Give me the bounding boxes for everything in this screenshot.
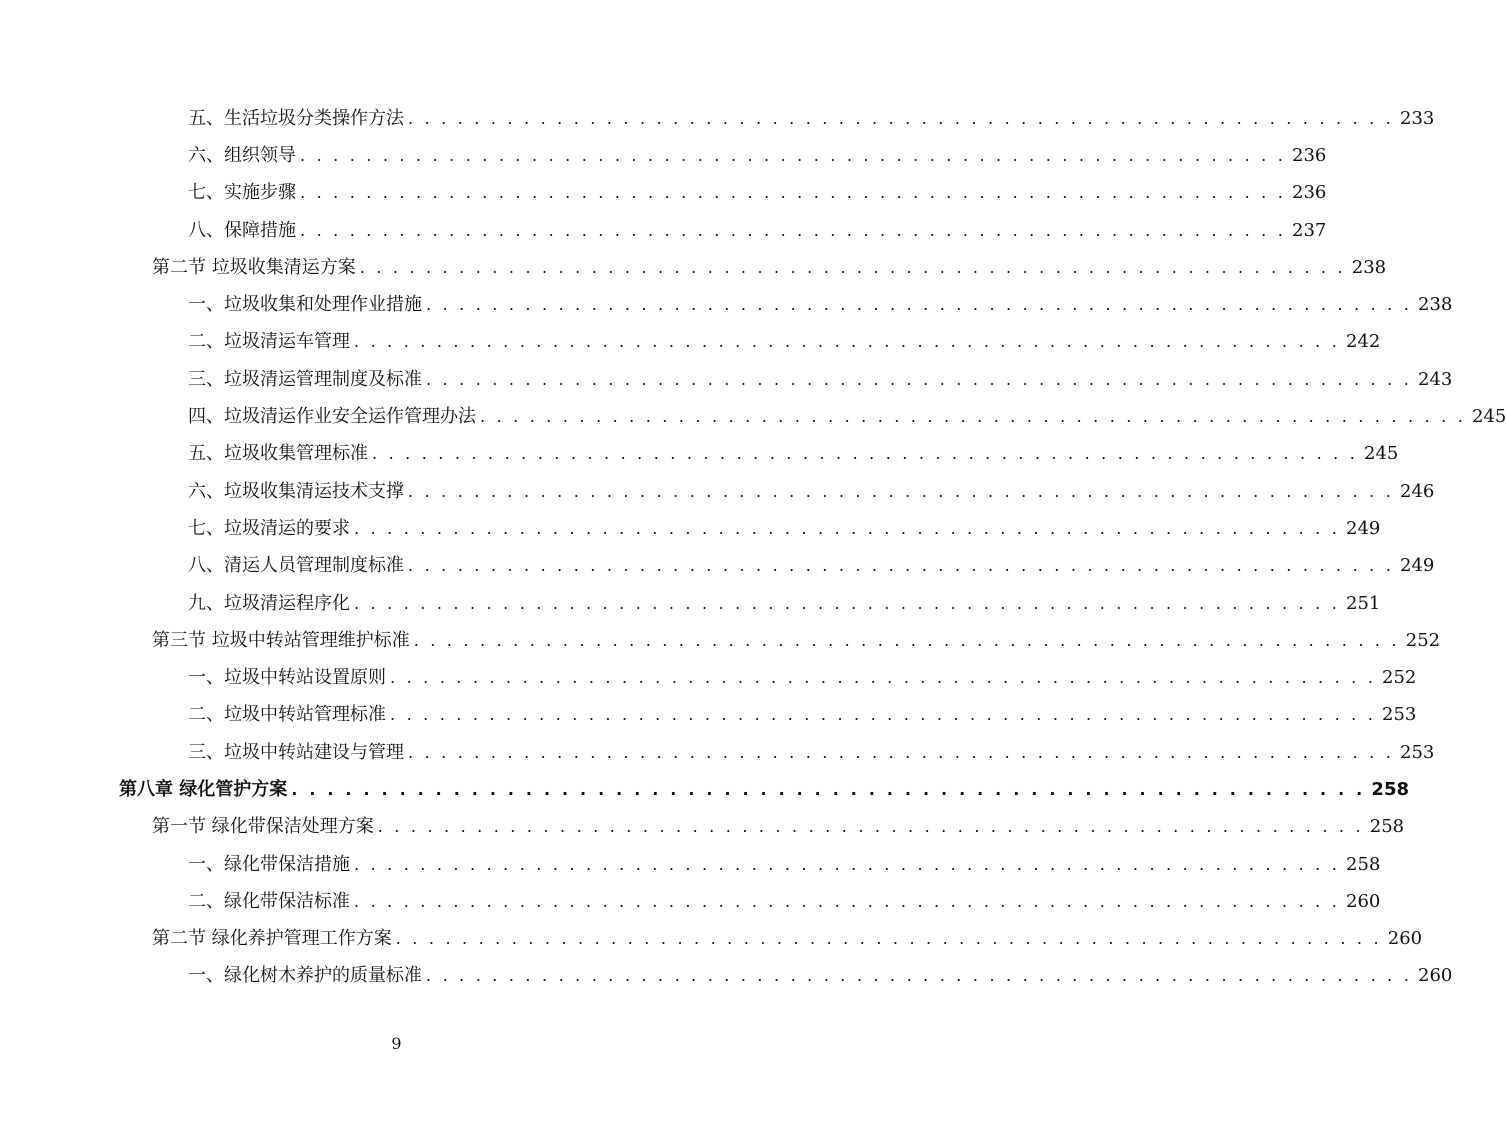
toc-entry-label: 一、绿化树木养护的质量标准 (188, 965, 422, 987)
page-number: 9 (391, 1034, 402, 1053)
dot-leader: . . . . . . . . . . . . . . . . . . . . . . . . . . . . . . . . . . . . . . . . . . . . . . . . . . . . . . . . . . . . (426, 369, 1413, 389)
toc-entry-section[interactable] (0, 809, 1405, 846)
toc-entry-page: 252 (1405, 629, 1441, 651)
toc-entry-item[interactable] (0, 100, 1435, 137)
dot-leader: . . . . . . . . . . . . . . . . . . . . . . . . . . . . . . . . . . . . . . . . . . . . . . . . . . . . . . . . . . . . (413, 630, 1400, 650)
dot-leader: . . . . . . . . . . . . . . . . . . . . . . . . . . . . . . . . . . . . . . . . . . . . . . . . . . . . . . . . . . . . (408, 108, 1395, 128)
dot-leader: . . . . . . . . . . . . . . . . . . . . . . . . . . . . . . . . . . . . . . . . . . . . . . . . . . . . . . . . . . . . (377, 817, 1364, 837)
toc-entry-page: 242 (1346, 331, 1381, 353)
toc-entry-label: 一、垃圾中转站设置原则 (188, 667, 386, 689)
toc-entry-item[interactable] (0, 398, 1506, 435)
toc-entry-item[interactable] (0, 659, 1417, 696)
dot-leader: . . . . . . . . . . . . . . . . . . . . . . . . . . . . . . . . . . . . . . . . . . . . . . . . . . . . . . . . . . . . (354, 332, 1341, 352)
toc-entry-item[interactable] (0, 137, 1327, 174)
toc-entry-page: 260 (1346, 890, 1381, 912)
toc-entry-label: 三、垃圾中转站建设与管理 (188, 741, 404, 763)
toc-entry-section[interactable] (0, 921, 1423, 958)
toc-entry-item[interactable] (0, 324, 1381, 361)
dot-leader: . . . . . . . . . . . . . . . . . . . . . . . . . . . . . . . . . . . . . . . . . . . . . . . . . . . . . . . . . . . . (300, 183, 1287, 203)
dot-leader: . . . . . . . . . . . . . . . . . . . . . . . . . . . . . . . . . . . . . . . . . . . . . . . . . . . . . . . . . . . . (426, 295, 1413, 315)
toc-entry-label: 一、垃圾收集和处理作业措施 (188, 294, 422, 316)
toc-entry-page: 258 (1371, 778, 1409, 800)
dot-leader: . . . . . . . . . . . . . . . . . . . . . . . . . . . . . . . . . . . . . . . . . . . . . . . . . . . . . . . . . . . . (372, 444, 1359, 464)
toc-entry-page: 236 (1292, 182, 1327, 204)
toc-entry-page: 243 (1418, 368, 1453, 390)
dot-leader: . . . . . . . . . . . . . . . . . . . . . . . . . . . . . . . . . . . . . . . . . . . . . . . . . . . . . . . . . . . . (354, 854, 1341, 874)
toc-entry-label: 八、保障措施 (188, 219, 296, 241)
dot-leader: . . . . . . . . . . . . . . . . . . . . . . . . . . . . . . . . . . . . . . . . . . . . . . . . . . . . . . . . . . . . (354, 891, 1341, 911)
toc-entry-item[interactable] (0, 436, 1399, 473)
table-of-contents (0, 100, 1506, 995)
dot-leader: . . . . . . . . . . . . . . . . . . . . . . . . . . . . . . . . . . . . . . . . . . . . . . . . . . . . . . . . . . . . (408, 556, 1395, 576)
toc-entry-label: 六、垃圾收集清运技术支撑 (188, 480, 404, 502)
toc-entry-page: 245 (1364, 443, 1399, 465)
dot-leader: . . . . . . . . . . . . . . . . . . . . . . . . . . . . . . . . . . . . . . . . . . . . . . . . . . . . . . . . . . . . (359, 257, 1346, 277)
toc-entry-page: 249 (1400, 555, 1435, 577)
toc-entry-item[interactable] (0, 548, 1435, 585)
toc-entry-label: 九、垃圾清运程序化 (188, 592, 350, 614)
toc-entry-page: 252 (1382, 667, 1417, 689)
dot-leader: . . . . . . . . . . . . . . . . . . . . . . . . . . . . . . . . . . . . . . . . . . . . . . . . . . . . . . . . . . . . (390, 668, 1377, 688)
toc-entry-label: 第三节 垃圾中转站管理维护标准 (152, 629, 410, 651)
dot-leader: . . . . . . . . . . . . . . . . . . . . . . . . . . . . . . . . . . . . . . . . . . . . . . . . . . . . . . . . . . . . (354, 593, 1341, 613)
toc-entry-item[interactable] (0, 883, 1381, 920)
toc-entry-label: 七、垃圾清运的要求 (188, 517, 350, 539)
toc-entry-label: 第一节 绿化带保洁处理方案 (152, 816, 374, 838)
dot-leader: . . . . . . . . . . . . . . . . . . . . . . . . . . . . . . . . . . . . . . . . . . . . . . . . . . . . . . . . . . . . (480, 407, 1467, 427)
dot-leader: . . . . . . . . . . . . . . . . . . . . . . . . . . . . . . . . . . . . . . . . . . . . . . . . . . . . . . . . . . . . (395, 929, 1382, 949)
dot-leader: . . . . . . . . . . . . . . . . . . . . . . . . . . . . . . . . . . . . . . . . . . . . . . . . . . . . . . . . . . . . (408, 481, 1395, 501)
toc-entry-page: 238 (1418, 294, 1453, 316)
toc-entry-item[interactable] (0, 734, 1435, 771)
dot-leader: . . . . . . . . . . . . . . . . . . . . . . . . . . . . . . . . . . . . . . . . . . . . . . . . . . . . . . . . . . . . (390, 705, 1377, 725)
toc-entry-label: 三、垃圾清运管理制度及标准 (188, 368, 422, 390)
toc-entry-label: 二、绿化带保洁标准 (188, 890, 350, 912)
toc-entry-page: 253 (1382, 704, 1417, 726)
toc-entry-page: 258 (1369, 816, 1405, 838)
toc-entry-page: 238 (1351, 256, 1387, 278)
toc-entry-item[interactable] (0, 212, 1327, 249)
toc-entry-item[interactable] (0, 286, 1453, 323)
toc-entry-section[interactable] (0, 622, 1441, 659)
dot-leader: . . . . . . . . . . . . . . . . . . . . . . . . . . . . . . . . . . . . . . . . . . . . . . . . . . . . . . . . . . . . (300, 145, 1287, 165)
toc-entry-section[interactable] (0, 249, 1387, 286)
toc-entry-item[interactable] (0, 846, 1381, 883)
toc-entry-label: 五、生活垃圾分类操作方法 (188, 107, 404, 129)
toc-entry-item[interactable] (0, 361, 1453, 398)
toc-entry-label: 一、绿化带保洁措施 (188, 853, 350, 875)
toc-entry-page: 246 (1400, 480, 1435, 502)
toc-entry-item[interactable] (0, 697, 1417, 734)
toc-entry-page: 236 (1292, 144, 1327, 166)
toc-entry-label: 六、组织领导 (188, 144, 296, 166)
toc-entry-item[interactable] (0, 510, 1381, 547)
toc-entry-chapter[interactable] (0, 771, 1409, 808)
dot-leader: . . . . . . . . . . . . . . . . . . . . . . . . . . . . . . . . . . . . . . . . . . . . . . . . . . . . . . . . . . . . (408, 742, 1395, 762)
dot-leader: . . . . . . . . . . . . . . . . . . . . . . . . . . . . . . . . . . . . . . . . . . . . . . . . . . . . . . . . . . . . (291, 779, 1366, 799)
toc-entry-page: 245 (1472, 406, 1506, 428)
toc-entry-page: 249 (1346, 517, 1381, 539)
toc-entry-label: 七、实施步骤 (188, 182, 296, 204)
toc-entry-page: 260 (1387, 928, 1423, 950)
toc-entry-label: 第二节 绿化养护管理工作方案 (152, 928, 392, 950)
toc-entry-page: 253 (1400, 741, 1435, 763)
toc-entry-label: 二、垃圾清运车管理 (188, 331, 350, 353)
toc-entry-page: 251 (1346, 592, 1381, 614)
toc-entry-item[interactable] (0, 585, 1381, 622)
toc-entry-item[interactable] (0, 175, 1327, 212)
toc-entry-label: 二、垃圾中转站管理标准 (188, 704, 386, 726)
toc-entry-item[interactable] (0, 473, 1435, 510)
toc-entry-page: 233 (1400, 107, 1435, 129)
dot-leader: . . . . . . . . . . . . . . . . . . . . . . . . . . . . . . . . . . . . . . . . . . . . . . . . . . . . . . . . . . . . (426, 966, 1413, 986)
toc-entry-label: 第八章 绿化管护方案 (119, 778, 288, 800)
toc-entry-page: 258 (1346, 853, 1381, 875)
toc-entry-page: 260 (1418, 965, 1453, 987)
toc-entry-label: 第二节 垃圾收集清运方案 (152, 256, 356, 278)
toc-entry-page: 237 (1292, 219, 1327, 241)
dot-leader: . . . . . . . . . . . . . . . . . . . . . . . . . . . . . . . . . . . . . . . . . . . . . . . . . . . . . . . . . . . . (354, 518, 1341, 538)
toc-entry-item[interactable] (0, 958, 1453, 995)
dot-leader: . . . . . . . . . . . . . . . . . . . . . . . . . . . . . . . . . . . . . . . . . . . . . . . . . . . . . . . . . . . . (300, 220, 1287, 240)
toc-entry-label: 五、垃圾收集管理标准 (188, 443, 368, 465)
toc-entry-label: 八、清运人员管理制度标准 (188, 555, 404, 577)
toc-entry-label: 四、垃圾清运作业安全运作管理办法 (188, 406, 476, 428)
